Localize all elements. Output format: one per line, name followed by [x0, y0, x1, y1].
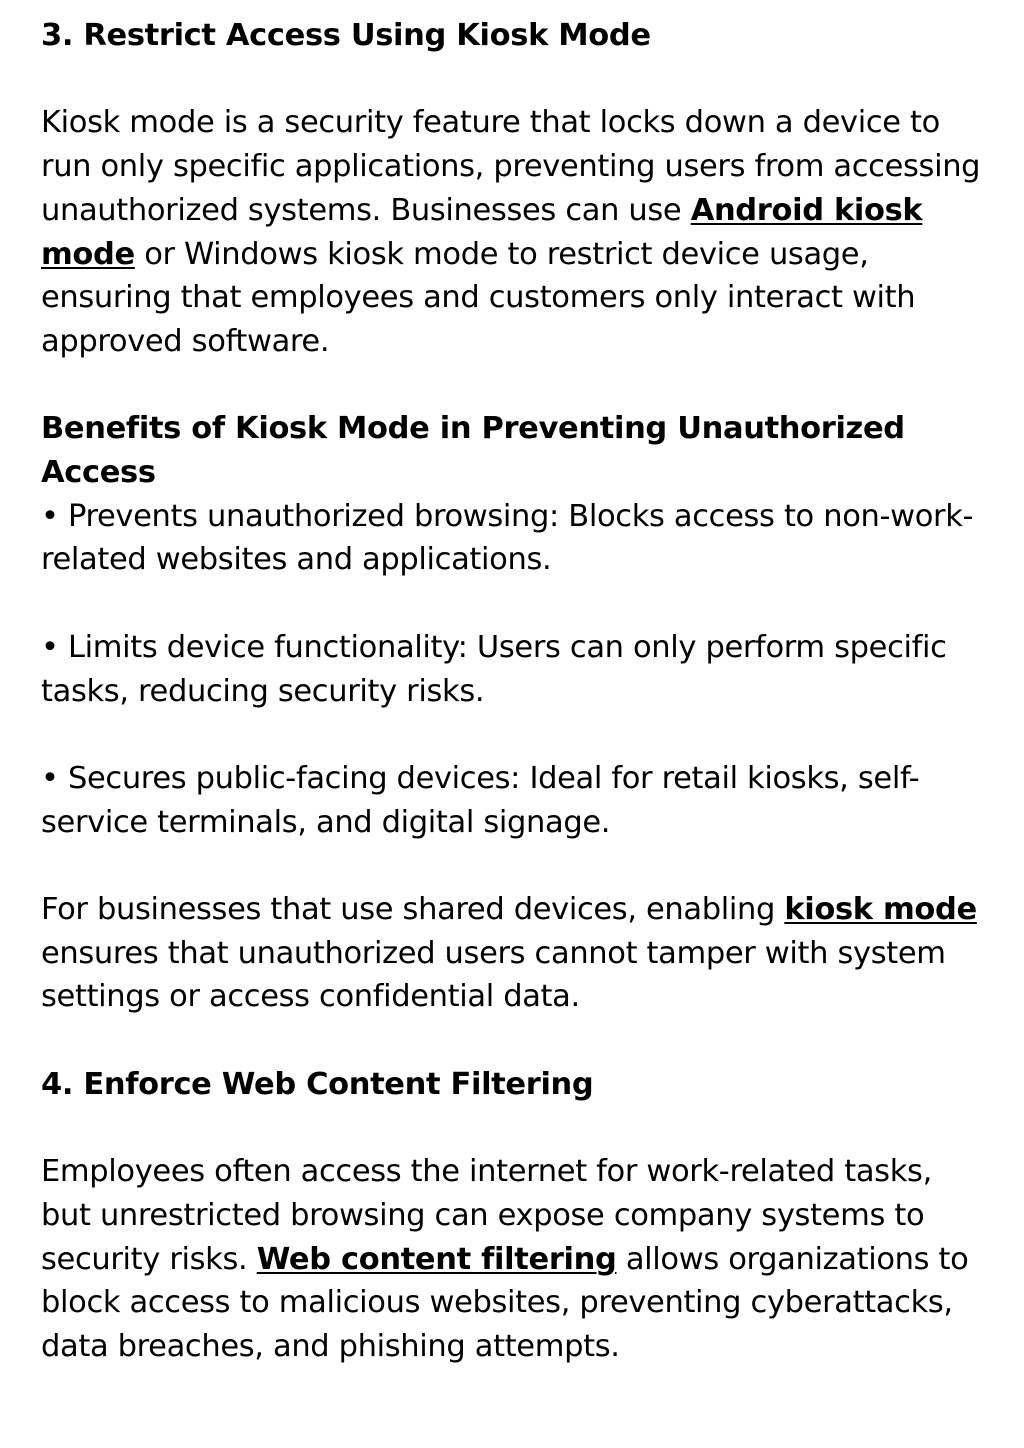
section-4-heading: 4. Enforce Web Content Filtering: [41, 1066, 594, 1102]
bullet-item-device-functionality: • Limits device functionality: Users can only perform specific tasks, reducing security risks.: [41, 629, 947, 709]
kiosk-mode-link[interactable]: kiosk mode: [784, 891, 977, 927]
intro-text-before-link: Kiosk mode is a security feature that locks down a device to run only specific applications, preventing users from accessing unauthorized systems. Businesses can use: [41, 105, 981, 228]
intro-text-after-link: or Windows kiosk mode to restrict device usage, ensuring that employees and customers only interact with approved software.: [41, 236, 916, 359]
kiosk-mode-intro-paragraph: [41, 101, 984, 363]
bullet-item-unauthorized-browsing: • Prevents unauthorized browsing: Blocks access to non-work-related websites and applications.: [41, 498, 974, 578]
benefits-heading: Benefits of Kiosk Mode in Preventing Unauthorized Access: [41, 411, 905, 490]
kiosk-mode-closing-paragraph: [41, 888, 984, 1019]
closing-text-before-link: For businesses that use shared devices, enabling: [41, 891, 785, 927]
bullet-item-public-facing-devices: • Secures public-facing devices: Ideal for retail kiosks, self-service terminals, and digital signage.: [41, 760, 920, 840]
web-content-filtering-link[interactable]: Web content filtering: [256, 1241, 617, 1277]
section-3-heading: 3. Restrict Access Using Kiosk Mode: [41, 18, 651, 53]
web-filtering-paragraph: [41, 1150, 984, 1369]
filtering-text-before-link: Employees often access the internet for work-related tasks, but unrestricted browsing can expose company systems to security risks.: [41, 1154, 932, 1277]
filtering-text-after-link: allows organizations to block access to malicious websites, preventing cyberattacks, data breaches, and phishing attempts.: [41, 1241, 969, 1364]
closing-text-after-link: ensures that unauthorized users cannot tamper with system settings or access confidential data.: [41, 935, 946, 1015]
android-kiosk-mode-link[interactable]: Android kiosk mode: [41, 192, 923, 272]
